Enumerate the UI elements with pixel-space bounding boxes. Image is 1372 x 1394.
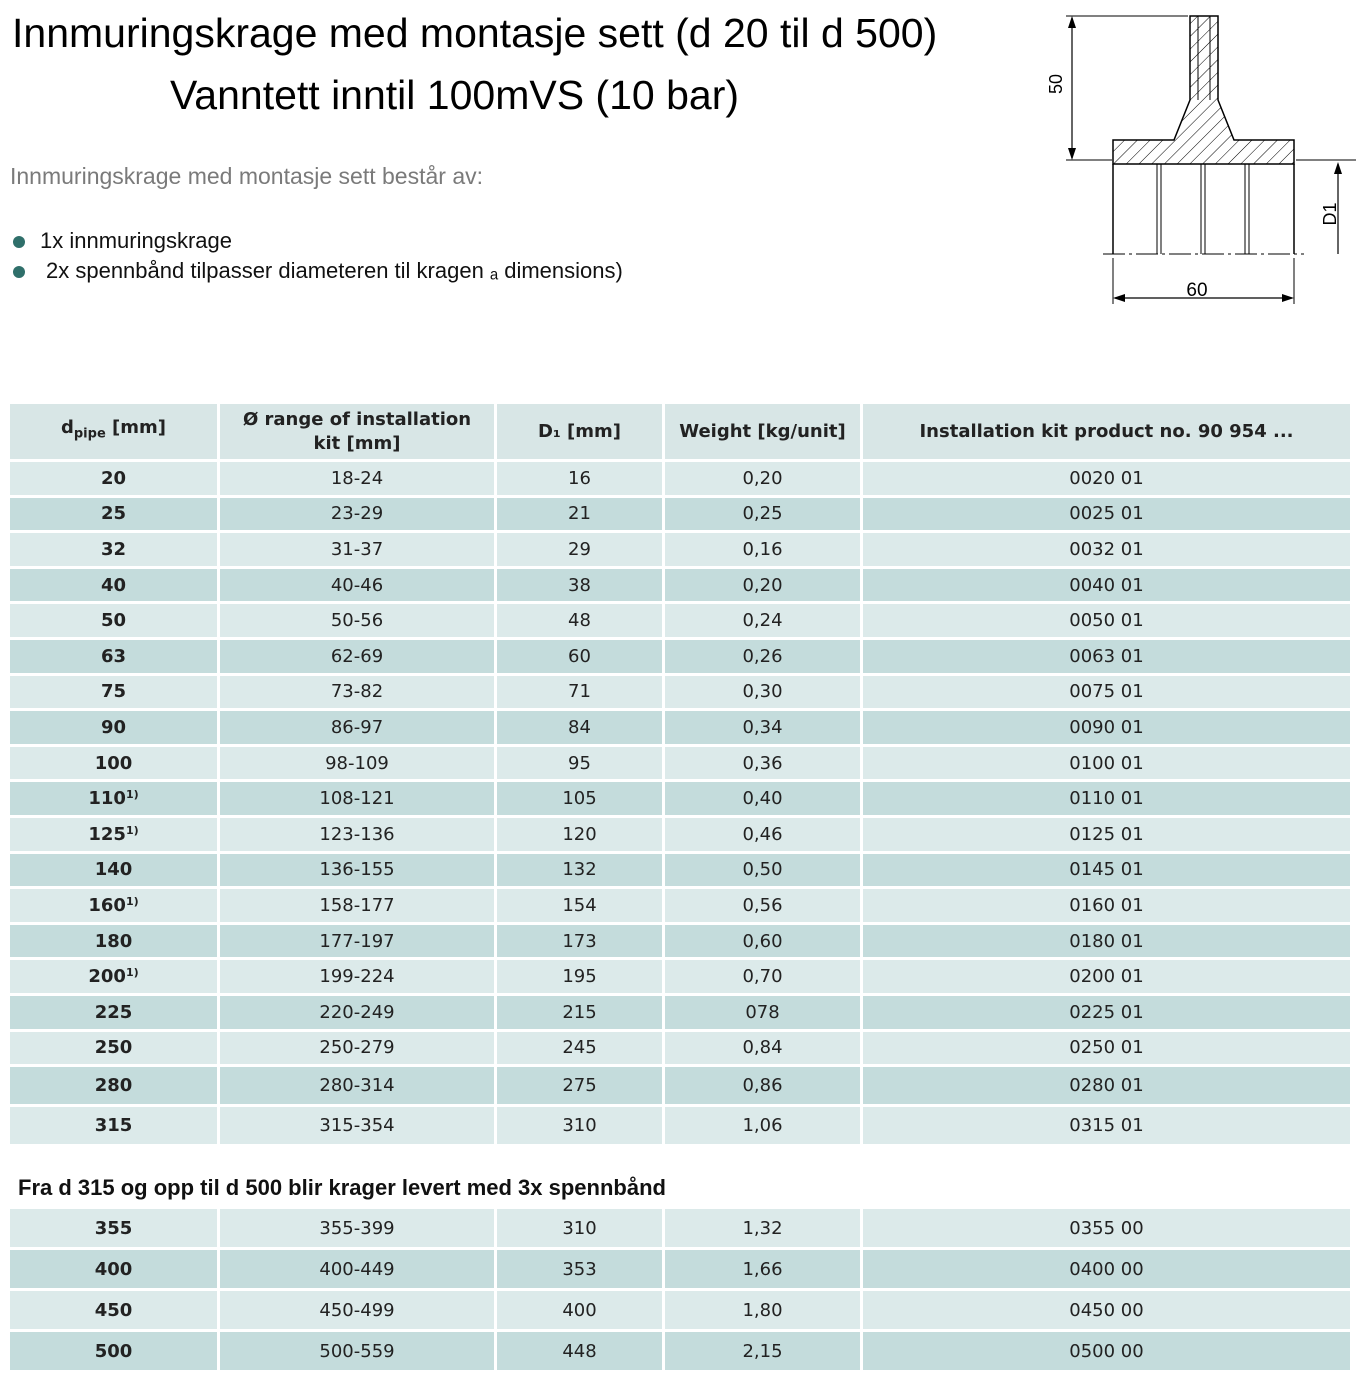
cell-d1: 400 [497, 1291, 665, 1332]
cell-dpipe: 225 [10, 996, 220, 1032]
table-row [10, 1209, 1350, 1250]
header-d1: D₁ [mm] [497, 404, 665, 462]
header-product: Installation kit product no. 90 954 ... [863, 404, 1350, 462]
cell-range: 250-279 [220, 1032, 497, 1068]
collar-section-shape [1113, 16, 1294, 164]
installation-kit-table-large [10, 1209, 1350, 1373]
cell-range: 50-56 [220, 604, 497, 640]
cell-weight: 0,50 [665, 854, 863, 890]
cell-range: 73-82 [220, 676, 497, 712]
cell-dpipe: 75 [10, 676, 220, 712]
cell-product: 0315 01 [863, 1107, 1350, 1147]
table-row [10, 676, 1350, 712]
table-row [10, 818, 1350, 854]
cell-range: 355-399 [220, 1209, 497, 1250]
list-item [10, 256, 623, 286]
table-row [10, 1250, 1350, 1291]
cell-d1: 16 [497, 462, 665, 498]
cell-range: 31-37 [220, 533, 497, 569]
installation-kit-table [10, 404, 1350, 1147]
table-header-row [10, 404, 1350, 462]
list-item-text: 2x spennbånd tilpasser diameteren til kragen ₐ dimensions) [46, 258, 623, 283]
dimension-d1-label: D1 [1320, 202, 1340, 226]
cell-weight: 0,30 [665, 676, 863, 712]
cell-dpipe: 500 [10, 1332, 220, 1373]
cell-d1: 275 [497, 1067, 665, 1107]
cell-weight: 0,84 [665, 1032, 863, 1068]
component-list [10, 226, 623, 286]
cell-d1: 245 [497, 1032, 665, 1068]
cell-d1: 353 [497, 1250, 665, 1291]
cell-weight: 1,06 [665, 1107, 863, 1147]
bullet-icon [13, 266, 25, 278]
cell-weight: 0,56 [665, 889, 863, 925]
cell-dpipe: 140 [10, 854, 220, 890]
cell-dpipe: 450 [10, 1291, 220, 1332]
table-row [10, 996, 1350, 1032]
cell-range: 123-136 [220, 818, 497, 854]
cell-d1: 448 [497, 1332, 665, 1373]
cell-product: 0063 01 [863, 640, 1350, 676]
cell-product: 0075 01 [863, 676, 1350, 712]
cell-weight: 0,86 [665, 1067, 863, 1107]
table-row [10, 1291, 1350, 1332]
page-subtitle: Vanntett inntil 100mVS (10 bar) [170, 72, 739, 118]
cell-range: 86-97 [220, 711, 497, 747]
cell-product: 0050 01 [863, 604, 1350, 640]
bullet-icon [13, 236, 25, 248]
cell-d1: 120 [497, 818, 665, 854]
cell-range: 108-121 [220, 782, 497, 818]
cell-dpipe: 20 [10, 462, 220, 498]
cell-range: 280-314 [220, 1067, 497, 1107]
cell-dpipe: 50 [10, 604, 220, 640]
cell-weight: 0,16 [665, 533, 863, 569]
table-row [10, 782, 1350, 818]
cell-weight: 0,20 [665, 462, 863, 498]
table-row [10, 711, 1350, 747]
cell-weight: 0,34 [665, 711, 863, 747]
table-row [10, 569, 1350, 605]
table-row [10, 889, 1350, 925]
table-row [10, 462, 1350, 498]
table-row [10, 604, 1350, 640]
cell-d1: 195 [497, 960, 665, 996]
cell-weight: 0,25 [665, 498, 863, 534]
table-row [10, 640, 1350, 676]
cell-product: 0025 01 [863, 498, 1350, 534]
cell-weight: 0,70 [665, 960, 863, 996]
cell-d1: 154 [497, 889, 665, 925]
cell-range: 18-24 [220, 462, 497, 498]
cell-product: 0280 01 [863, 1067, 1350, 1107]
dimension-60-label: 60 [1186, 280, 1208, 301]
cell-dpipe: 100 [10, 747, 220, 783]
cell-product: 0400 00 [863, 1250, 1350, 1291]
cell-dpipe: 280 [10, 1067, 220, 1107]
cell-product: 0020 01 [863, 462, 1350, 498]
cell-weight: 0,24 [665, 604, 863, 640]
cell-range: 40-46 [220, 569, 497, 605]
cell-product: 0110 01 [863, 782, 1350, 818]
cell-d1: 173 [497, 925, 665, 961]
list-item [10, 226, 623, 256]
cell-product: 0500 00 [863, 1332, 1350, 1373]
cell-product: 0032 01 [863, 533, 1350, 569]
list-item-text: 1x innmuringskrage [40, 228, 232, 253]
header-range: Ø range of installation kit [mm] [220, 404, 497, 462]
cell-product: 0250 01 [863, 1032, 1350, 1068]
cell-weight: 0,36 [665, 747, 863, 783]
cell-product: 0090 01 [863, 711, 1350, 747]
table-row [10, 1107, 1350, 1147]
cell-dpipe: 125$^{1)}$ [10, 818, 220, 854]
cell-dpipe: 40 [10, 569, 220, 605]
page-title: Innmuringskrage med montasje sett (d 20 til d 500) [12, 10, 938, 56]
cell-d1: 48 [497, 604, 665, 640]
cell-d1: 38 [497, 569, 665, 605]
cell-product: 0225 01 [863, 996, 1350, 1032]
table-row [10, 925, 1350, 961]
cell-dpipe: 110$^{1)}$ [10, 782, 220, 818]
cell-product: 0100 01 [863, 747, 1350, 783]
cell-product: 0355 00 [863, 1209, 1350, 1250]
cell-weight: 078 [665, 996, 863, 1032]
cell-range: 315-354 [220, 1107, 497, 1147]
cell-d1: 29 [497, 533, 665, 569]
cell-d1: 84 [497, 711, 665, 747]
cell-dpipe: 400 [10, 1250, 220, 1291]
cell-range: 199-224 [220, 960, 497, 996]
header-dpipe: $d_{pipe}$ [mm] [10, 404, 220, 462]
cell-range: 450-499 [220, 1291, 497, 1332]
cell-weight: 0,40 [665, 782, 863, 818]
cell-product: 0040 01 [863, 569, 1350, 605]
cell-range: 177-197 [220, 925, 497, 961]
cell-range: 23-29 [220, 498, 497, 534]
cell-weight: 0,60 [665, 925, 863, 961]
cell-dpipe: 355 [10, 1209, 220, 1250]
cell-d1: 95 [497, 747, 665, 783]
cell-weight: 1,80 [665, 1291, 863, 1332]
cell-d1: 215 [497, 996, 665, 1032]
cell-range: 500-559 [220, 1332, 497, 1373]
cell-product: 0145 01 [863, 854, 1350, 890]
table-row [10, 498, 1350, 534]
cell-weight: 1,32 [665, 1209, 863, 1250]
cell-dpipe: 315 [10, 1107, 220, 1147]
cell-range: 400-449 [220, 1250, 497, 1291]
cell-range: 158-177 [220, 889, 497, 925]
cell-weight: 0,46 [665, 818, 863, 854]
cell-weight: 0,20 [665, 569, 863, 605]
header-weight: Weight [kg/unit] [665, 404, 863, 462]
cell-product: 0180 01 [863, 925, 1350, 961]
cell-range: 62-69 [220, 640, 497, 676]
cell-d1: 310 [497, 1107, 665, 1147]
cell-range: 220-249 [220, 996, 497, 1032]
cell-weight: 2,15 [665, 1332, 863, 1373]
cell-d1: 132 [497, 854, 665, 890]
cell-dpipe: 160$^{1)}$ [10, 889, 220, 925]
cell-d1: 21 [497, 498, 665, 534]
cell-dpipe: 32 [10, 533, 220, 569]
cell-dpipe: 90 [10, 711, 220, 747]
large-sizes-note: Fra d 315 og opp til d 500 blir krager levert med 3x spennbånd [18, 1175, 666, 1200]
cell-range: 136-155 [220, 854, 497, 890]
cell-d1: 310 [497, 1209, 665, 1250]
collar-cross-section-diagram [1040, 8, 1360, 308]
cell-dpipe: 250 [10, 1032, 220, 1068]
table-row [10, 1067, 1350, 1107]
cell-product: 0160 01 [863, 889, 1350, 925]
cell-d1: 105 [497, 782, 665, 818]
dimension-50-label: 50 [1046, 73, 1066, 95]
cell-dpipe: 200$^{1)}$ [10, 960, 220, 996]
table-row [10, 1032, 1350, 1068]
cell-d1: 60 [497, 640, 665, 676]
cell-weight: 0,26 [665, 640, 863, 676]
cell-dpipe: 25 [10, 498, 220, 534]
cell-range: 98-109 [220, 747, 497, 783]
table-row [10, 960, 1350, 996]
cell-dpipe: 63 [10, 640, 220, 676]
table-row [10, 1332, 1350, 1373]
cell-product: 0200 01 [863, 960, 1350, 996]
cell-product: 0125 01 [863, 818, 1350, 854]
intro-text: Innmuringskrage med montasje sett består av: [10, 163, 484, 189]
table-row [10, 533, 1350, 569]
table-row [10, 854, 1350, 890]
cell-product: 0450 00 [863, 1291, 1350, 1332]
cell-d1: 71 [497, 676, 665, 712]
cell-dpipe: 180 [10, 925, 220, 961]
table-row [10, 747, 1350, 783]
cell-weight: 1,66 [665, 1250, 863, 1291]
